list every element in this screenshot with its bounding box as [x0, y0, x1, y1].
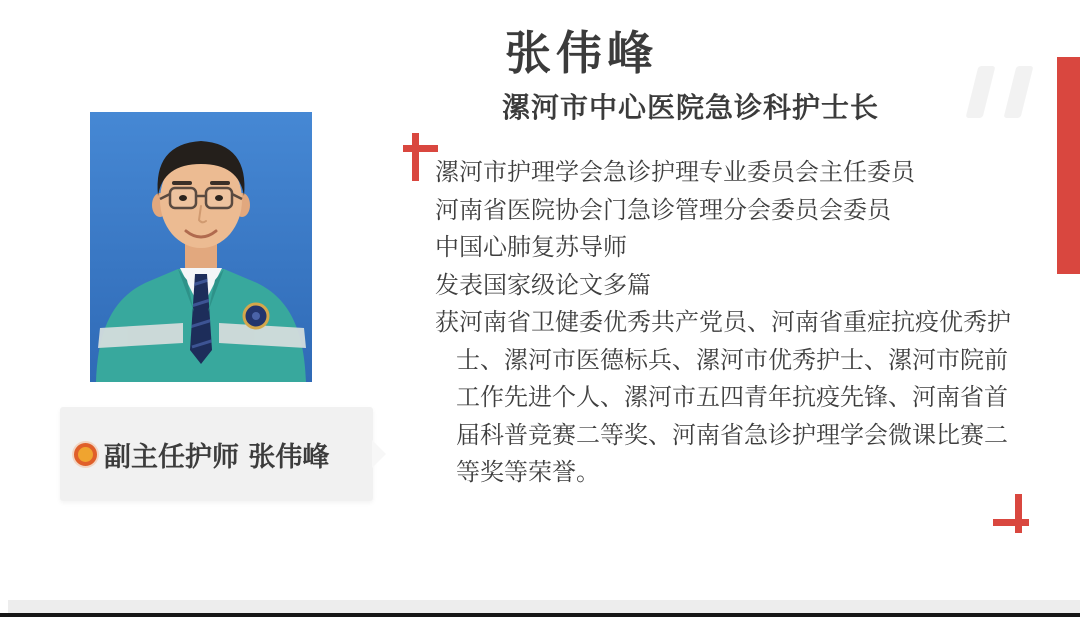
portrait-photo: [90, 112, 312, 382]
crop-mark-top-left-horizontal: [403, 145, 438, 152]
bio-line: 工作先进个人、漯河市五四青年抗疫先锋、河南省首: [456, 383, 1008, 411]
caption-box: [60, 407, 373, 501]
bio-line: 等奖等荣誉。: [456, 458, 600, 486]
caption-text: 副主任护师 张伟峰: [104, 441, 330, 473]
red-accent-bar: [1057, 57, 1080, 274]
crop-mark-top-left-vertical: [412, 133, 419, 181]
faint-quote-mark-icon: [966, 66, 996, 118]
crop-mark-bottom-right-vertical: [1015, 494, 1022, 533]
orange-dot-icon: [74, 443, 97, 466]
bio-line: 士、漯河市医德标兵、漯河市优秀护士、漯河市院前: [456, 345, 1008, 374]
bottom-gray-strip: [8, 600, 1080, 613]
faint-quote-mark-icon: [1004, 66, 1034, 118]
bio-list: [435, 154, 1010, 492]
bio-line: 获河南省卫健委优秀共产党员、河南省重症抗疫优秀护: [435, 308, 1011, 336]
bottom-dark-line: [0, 613, 1080, 617]
bio-line: 发表国家级论文多篇: [435, 270, 651, 299]
person-name: 张伟峰: [505, 26, 658, 80]
bio-line: 届科普竞赛二等奖、河南省急诊护理学会微课比赛二: [456, 420, 1008, 449]
bio-line: 中国心肺复苏导师: [435, 233, 627, 261]
bio-line: 河南省医院协会门急诊管理分会委员会委员: [435, 195, 891, 224]
portrait-illustration: [90, 112, 312, 382]
crop-mark-bottom-right-horizontal: [993, 519, 1029, 526]
bio-line: 漯河市护理学会急诊护理专业委员会主任委员: [435, 158, 915, 186]
person-title: 漯河市中心医院急诊科护士长: [502, 91, 880, 124]
